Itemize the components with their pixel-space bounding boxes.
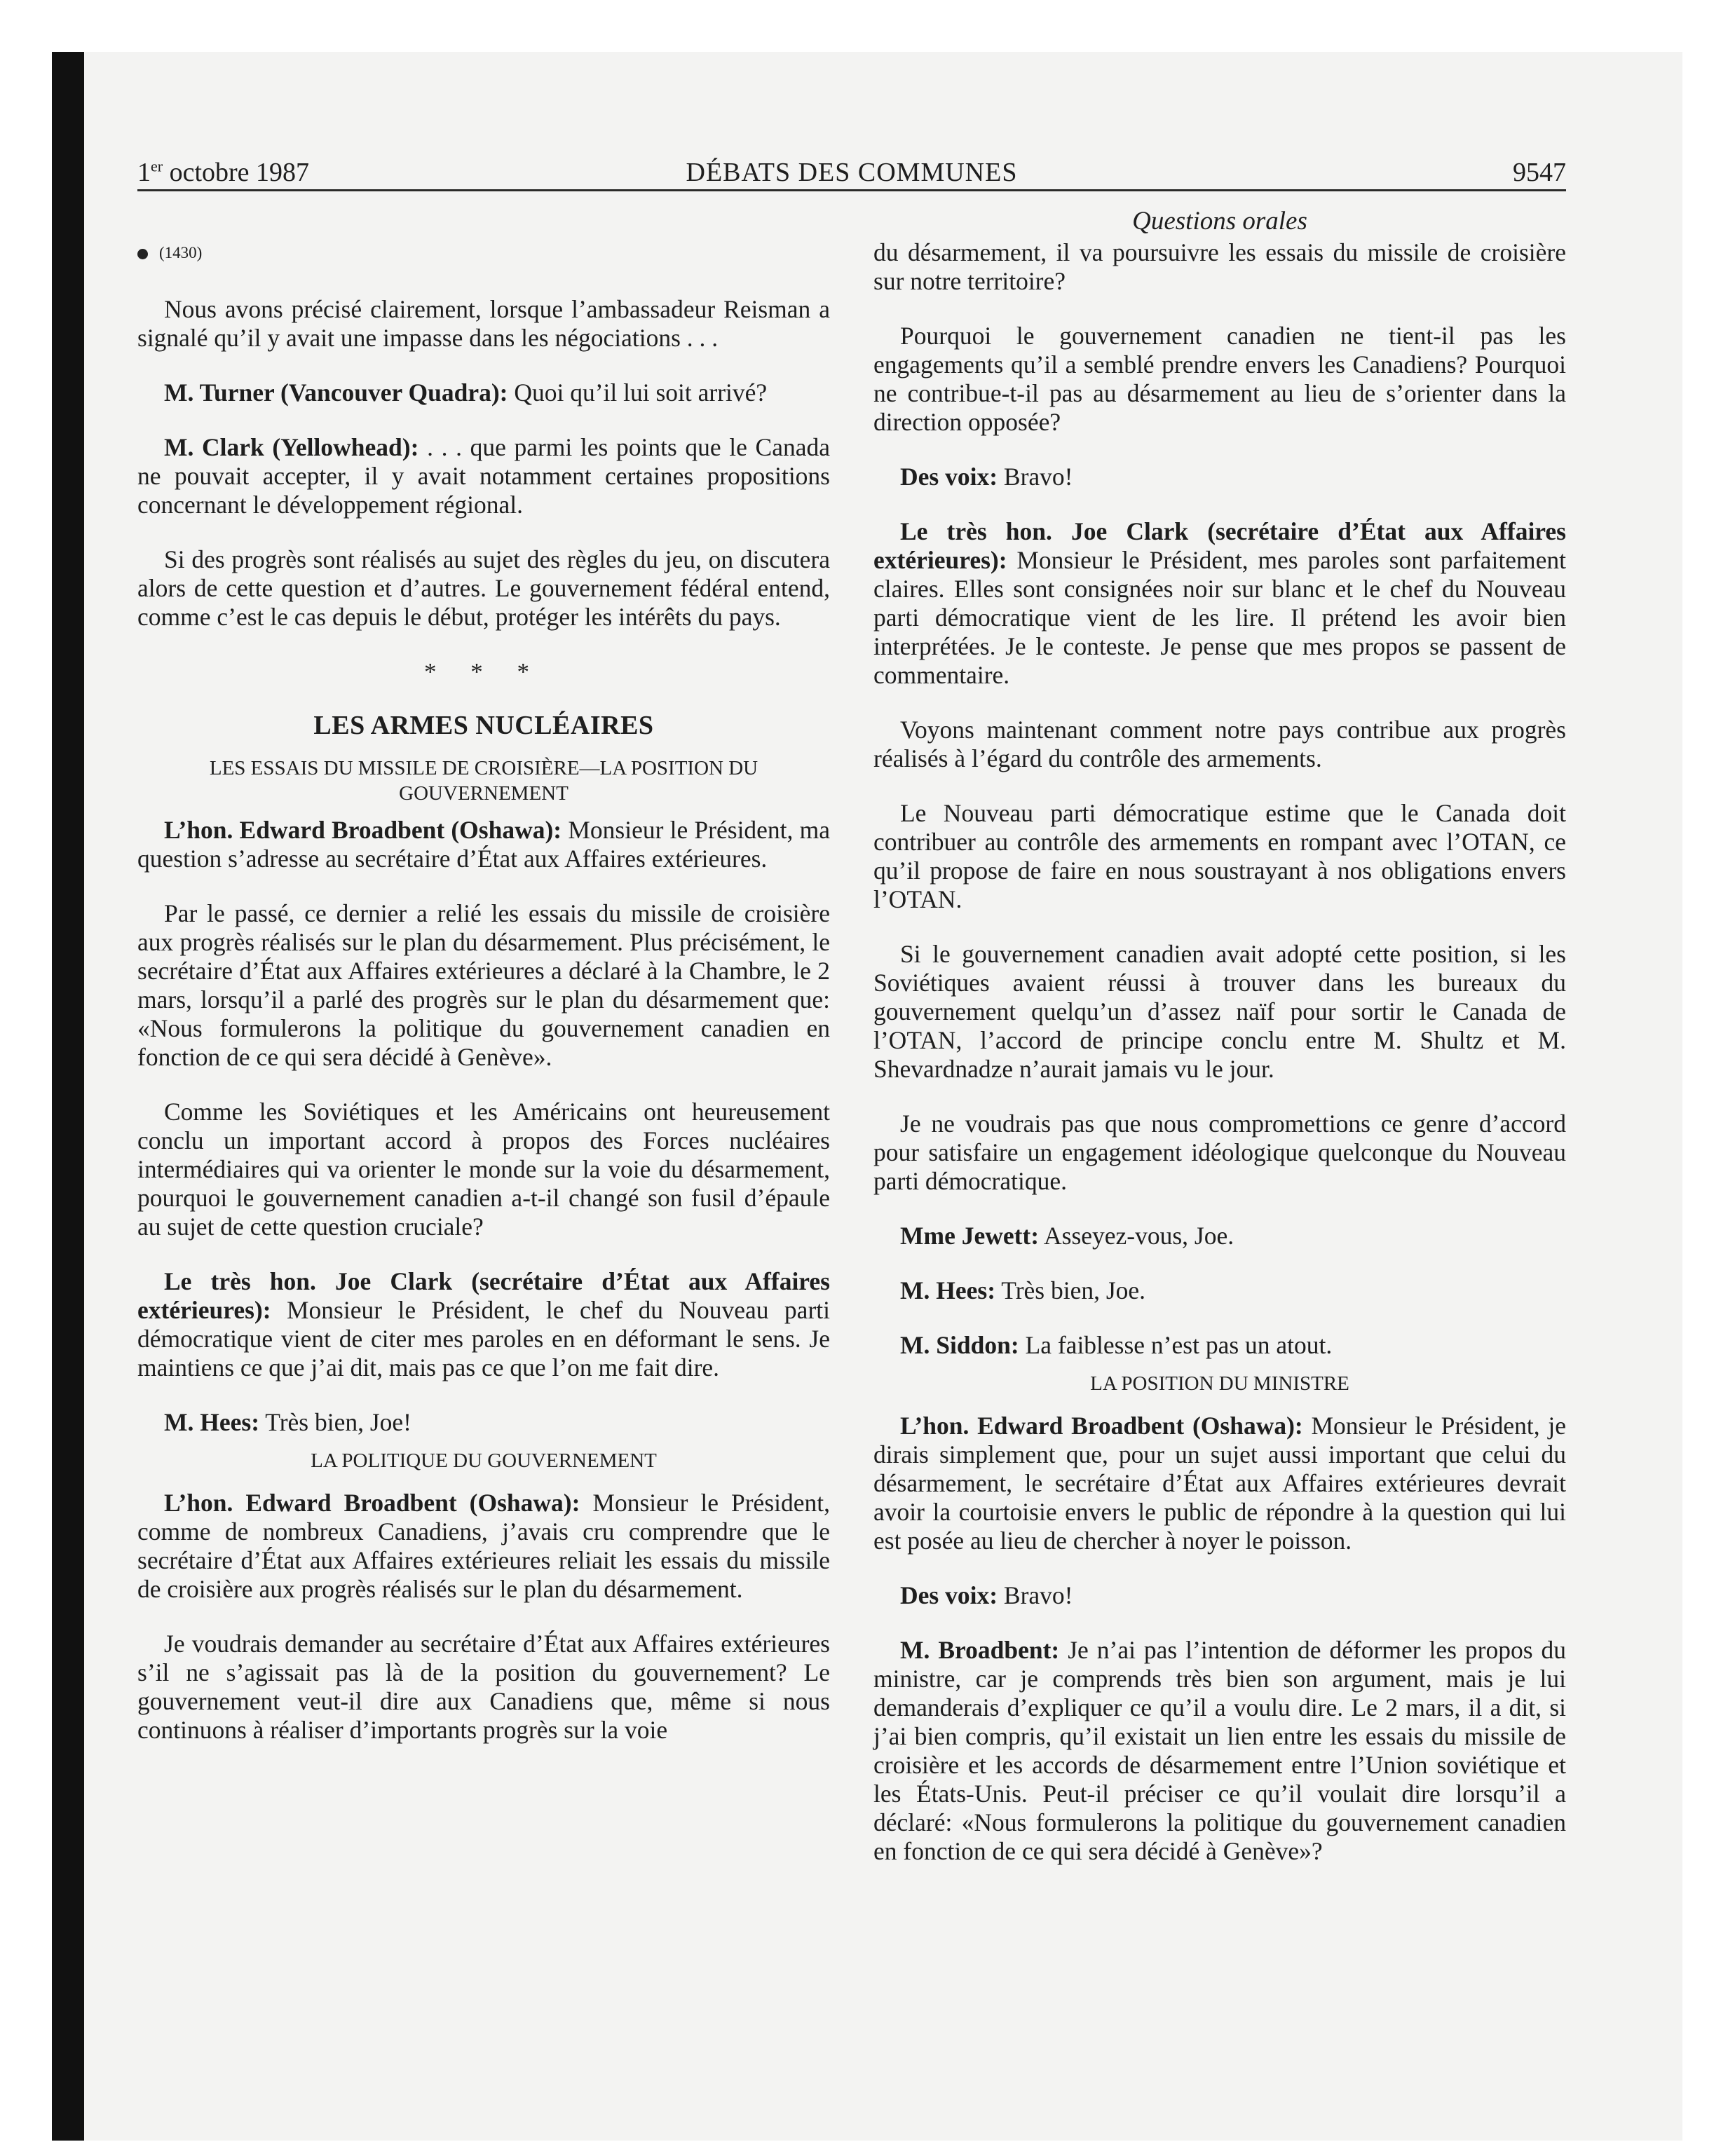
page-number: 9547 (1513, 158, 1566, 187)
header-title: DÉBATS DES COMMUNES (686, 158, 1018, 187)
scan-binding-edge (52, 52, 84, 2141)
speech (873, 1331, 1566, 1360)
speaker-name: Des voix: (900, 463, 998, 491)
speech (873, 517, 1566, 690)
paragraph: Si le gouvernement canadien avait adopté cette position, si les Soviétiques avaient réussi à trouver dans les bureaux du gouvernement quelqu’un d’assez naïf pour sortir le Canada de l’OTAN, l’accord de principe conclu entre M. Shultz et M. Shevardnadze n’aurait jamais vu le jour. (873, 940, 1566, 1083)
speech-text: Monsieur le Président, le chef du Nouveau parti démocratique vient de citer mes paroles en en déformant le sens. Je maintiens ce que j’ai dit, mais pas ce que l’on me fait dire. (137, 1296, 830, 1381)
speech-text: Bravo! (998, 1581, 1073, 1609)
speaker-name: M. Clark (Yellowhead): (164, 433, 419, 461)
speech-text: Monsieur le Président, comme de nombreux Canadiens, j’avais cru comprendre que le secrétaire d’État aux Affaires extérieures reliait les essais du missile de croisière aux progrès réalisés sur le plan du désarmement. (137, 1489, 830, 1603)
speech-text: Très bien, Joe. (995, 1276, 1146, 1304)
speech-text: Je n’ai pas l’intention de déformer les propos du ministre, car je comprends très bien son argument, mais je lui demanderais d’expliquer ce qu’il a voulu dire. Le 2 mars, il a dit, si j’ai bien compris, qu’il existait un lien entre les essais du missile de croisière et les accords de désarmement entre l’Union soviétique et les États-Unis. Peut-il préciser ce qu’il voulait dire lorsqu’il a déclaré: «Nous formulerons la politique du gouvernement canadien en fonction de ce qui sera décidé à Genève»? (873, 1636, 1566, 1865)
speech-text: Quoi qu’il lui soit arrivé? (508, 378, 768, 407)
right-column (873, 238, 1566, 1892)
speech-text: Monsieur le Président, je dirais simplement que, pour un sujet aussi important que celui du désarmement, le secrétaire d’État aux Affaires extérieures devrait avoir la courtoisie envers le public de répondre à la question qui lui est posée au lieu de chercher à noyer le poisson. (873, 1412, 1566, 1555)
section-separator: * * * (424, 658, 543, 685)
speaker-name: L’hon. Edward Broadbent (Oshawa): (900, 1412, 1303, 1440)
paragraph: Par le passé, ce dernier a relié les essais du missile de croisière aux progrès réalisés sur le plan du désarmement. Plus précisément, le secrétaire d’État aux Affaires extérieures a déclaré à la Chambre, le 2 mars, lorsqu’il a parlé des progrès sur le plan du désarmement que: «Nous formulerons la politique du gouvernement canadien en fonction de ce qui sera décidé à Genève». (137, 899, 830, 1071)
speech-text: La faiblesse n’est pas un atout. (1019, 1331, 1333, 1359)
speech (137, 378, 830, 407)
speech (137, 433, 830, 519)
speech-text: Asseyez-vous, Joe. (1039, 1222, 1234, 1250)
speaker-name: M. Hees: (164, 1408, 260, 1436)
speaker-name: Des voix: (900, 1581, 998, 1609)
speech (873, 1636, 1566, 1866)
speech-text: Très bien, Joe! (259, 1408, 411, 1436)
speaker-name: M. Siddon: (900, 1331, 1019, 1359)
paragraph: Voyons maintenant comment notre pays contribue aux progrès réalisés à l’égard du contrôle des armements. (873, 716, 1566, 772)
header-date-rest: octobre 1987 (163, 158, 310, 187)
page-header (137, 156, 1566, 191)
speech (137, 1267, 830, 1382)
paragraph: du désarmement, il va poursuivre les essais du missile de croisière sur notre territoire? (873, 238, 1566, 295)
speech (137, 1489, 830, 1604)
topic-subheading: LES ESSAIS DU MISSILE DE CROISIÈRE—LA POSITION DU GOUVERNEMENT (209, 757, 758, 805)
speaker-name: M. Broadbent: (900, 1636, 1060, 1664)
paragraph: Nous avons précisé clairement, lorsque l’ambassadeur Reisman a signalé qu’il y avait une impasse dans les négociations . . . (137, 295, 830, 352)
paragraph: Je voudrais demander au secrétaire d’État aux Affaires extérieures s’il ne s’agissait pas là de la position du gouvernement? Le gouvernement veut-il dire aux Canadiens que, même si nous continuons à réaliser d’importants progrès sur la voie (137, 1630, 830, 1744)
paragraph: Si des progrès sont réalisés au sujet des règles du jeu, on discutera alors de cette question et d’autres. Le gouvernement fédéral entend, comme c’est le cas depuis le début, protéger les intérêts du pays. (137, 545, 830, 631)
speaker-name: L’hon. Edward Broadbent (Oshawa): (164, 1489, 580, 1517)
topic-subheading: LA POSITION DU MINISTRE (1090, 1372, 1349, 1395)
speaker-name: M. Turner (Vancouver Quadra): (164, 378, 508, 407)
left-column (137, 238, 830, 1770)
speech (137, 1408, 830, 1437)
paragraph: Comme les Soviétiques et les Américains ont heureusement conclu un important accord à propos des Forces nucléaires intermédiaires qui va orienter le monde sur la voie du désarmement, pourquoi le gouvernement canadien a-t-il changé son fusil d’épaule au sujet de cette question cruciale? (137, 1098, 830, 1241)
speech (873, 463, 1566, 491)
speaker-name: L’hon. Edward Broadbent (Oshawa): (164, 816, 562, 844)
timestamp-marker (137, 238, 830, 267)
paragraph: Je ne voudrais pas que nous compromettions ce genre d’accord pour satisfaire un engagement idéologique quelconque du Nouveau parti démocratique. (873, 1110, 1566, 1195)
speaker-name: M. Hees: (900, 1276, 996, 1304)
paragraph: Pourquoi le gouvernement canadien ne tient-il pas les engagements qu’il a semblé prendre envers les Canadiens? Pourquoi ne contribue-t-il pas au désarmement au lieu de s’orienter dans la direction opposée? (873, 322, 1566, 436)
header-date-day: 1 (137, 158, 151, 187)
topic-subheading: LA POLITIQUE DU GOUVERNEMENT (311, 1449, 657, 1472)
topic-heading: LES ARMES NUCLÉAIRES (313, 711, 654, 740)
header-date-suffix: er (151, 157, 163, 175)
speech-text: . . . que parmi les points que le Canada ne pouvait accepter, il y avait notamment certaines propositions concernant le développement régional. (137, 433, 830, 519)
speaker-name: Le très hon. Joe Clark (secrétaire d’État aux Affaires extérieures): (137, 1267, 830, 1324)
speaker-name: Mme Jewett: (900, 1222, 1040, 1250)
paragraph: Le Nouveau parti démocratique estime que le Canada doit contribuer au contrôle des armements en rompant avec l’OTAN, ce qu’il propose de faire en nous soustrayant à nos obligations envers l’OTAN. (873, 799, 1566, 913)
speech (873, 1222, 1566, 1250)
speech-text: Bravo! (998, 463, 1073, 491)
speech-text: Monsieur le Président, ma question s’adresse au secrétaire d’État aux Affaires extérieures. (137, 816, 830, 873)
speech-text: Monsieur le Président, mes paroles sont parfaitement claires. Elles sont consignées noir sur blanc et le chef du Nouveau parti démocratique vient de les lire. Il prétend les avoir bien interprétées. Je le conteste. Je pense que mes propos se passent de commentaire. (873, 546, 1566, 689)
section-heading: Questions orales (1132, 207, 1307, 236)
speech (137, 816, 830, 873)
speech (873, 1412, 1566, 1555)
speech (873, 1581, 1566, 1610)
speaker-name: Le très hon. Joe Clark (secrétaire d’État aux Affaires extérieures): (873, 517, 1566, 574)
bullet-dot-icon (137, 249, 148, 259)
speech (873, 1276, 1566, 1305)
timestamp: (1430) (159, 244, 203, 261)
